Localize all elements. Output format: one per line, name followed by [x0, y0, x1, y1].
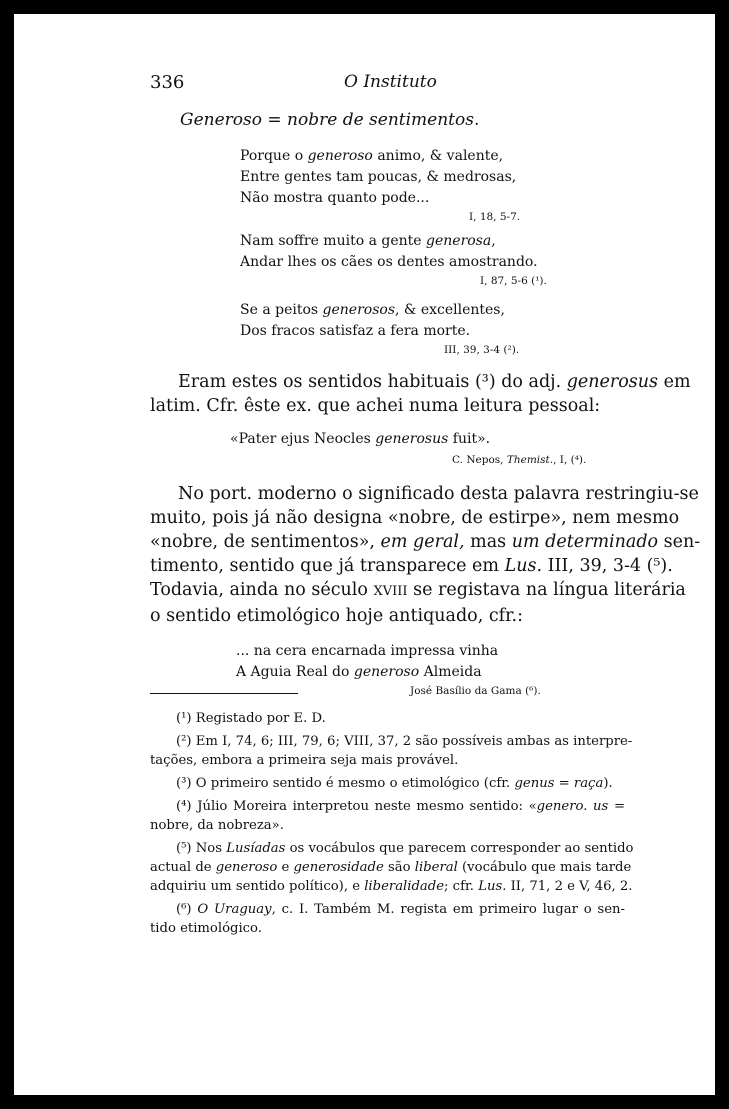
quote-line: Entre gentes tam poucas, & medrosas, [240, 169, 517, 185]
running-title: O Instituto [344, 72, 437, 92]
footnote-divider [150, 693, 298, 694]
quote-line: Se a peitos generosos, & excellentes, [240, 302, 505, 318]
quote-line: Porque o generoso animo, & valente, [240, 148, 504, 164]
book-page [14, 14, 715, 1095]
section-heading: Generoso = nobre de sentimentos. [180, 110, 480, 130]
citation-ref: José Basílio da Gama (⁶). [410, 685, 541, 697]
citation-ref: C. Nepos, Themist., I, (⁴). [452, 454, 587, 466]
quote-line: Andar lhes os cães os dentes amostrando. [240, 254, 538, 270]
quote-line: Dos fracos satisfaz a fera morte. [240, 323, 471, 339]
quote-line: A Aguia Real do generoso Almeida [236, 664, 482, 680]
quote-line: Nam soffre muito a gente generosa, [240, 233, 496, 249]
page-number: 336 [150, 72, 185, 93]
citation-ref: III, 39, 3-4 (²). [444, 344, 520, 356]
quote-line: «Pater ejus Neocles generosus fuit». [230, 431, 491, 447]
body-paragraph: No port. moderno o significado desta palavra restringiu-se muito, pois já não designa «nobre, de estirpe», nem mesmo «nobre, de sentimentos», em geral, mas um determinado sen- timento, sentido que já transparece em Lus. III, 39, 3-4 (⁵). Todavia, ainda no século XVIII se registava na língua literária o sentido etimológico hoje antiquado, cfr.: [150, 484, 701, 626]
quote-line: Não mostra quanto pode... [240, 190, 430, 206]
body-paragraph: Eram estes os sentidos habituais (³) do adj. generosus em latim. Cfr. êste ex. que achei numa leitura pessoal: [150, 372, 691, 416]
footnote-block: (¹) Registado por E. D. (²) Em I, 74, 6; III, 79, 6; VIII, 37, 2 são possíveis ambas as interpre- tações, embora a primeira seja mais provável. (³) O primeiro sentido é mesmo o etimológico (cfr. genus = raça). (⁴) Júlio Moreira interpretou neste mesmo sentido: «genero. us = nobre, da nobreza». (⁵) Nos Lusíadas os vocábulos que parecem corresponder ao sentido actual de generoso e generosidade são liberal (vocábulo que mais tarde adquiriu um sentido político), e liberalidade; cfr. Lus. II, 71, 2 e V, 46, 2. (⁶) O Uraguay, c. I. Também M. regista em primeiro lugar o sen- tido etimológico. [150, 711, 634, 936]
quote-line: ... na cera encarnada impressa vinha [236, 643, 499, 659]
citation-ref: I, 87, 5-6 (¹). [480, 275, 547, 287]
citation-ref: I, 18, 5-7. [469, 211, 521, 223]
